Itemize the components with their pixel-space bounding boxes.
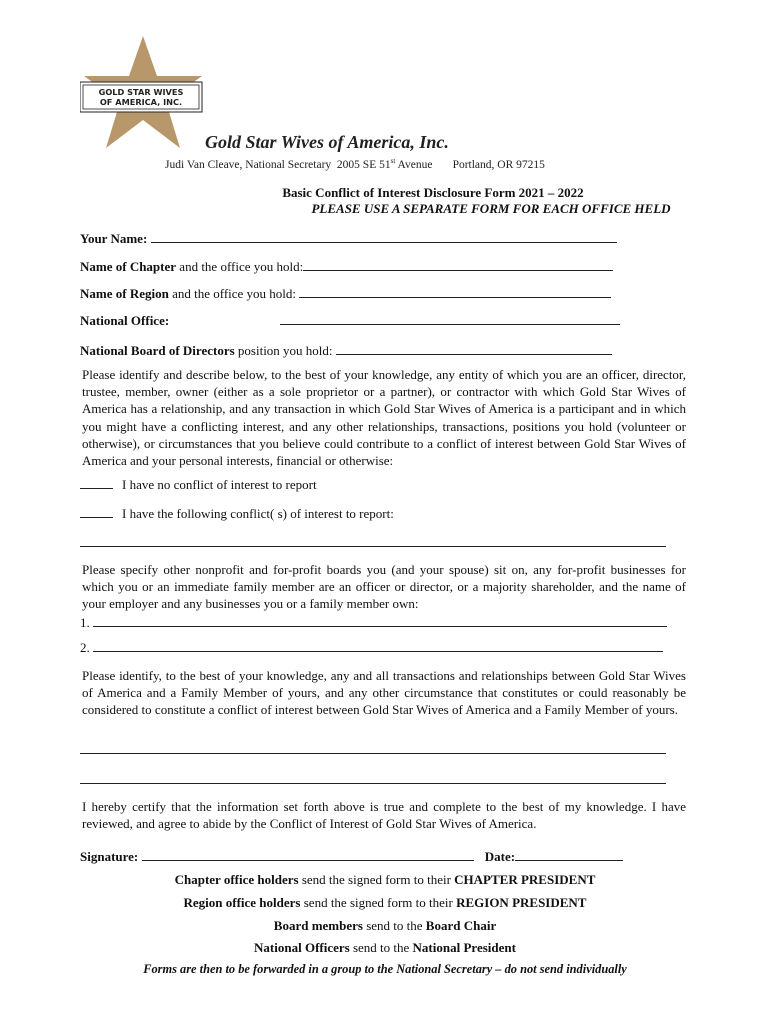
instruction-national-who: National Officers	[254, 940, 350, 955]
item-2-number: 2.	[80, 640, 90, 655]
instruction-national	[0, 940, 770, 956]
instruction-region-text: send the signed form to their	[300, 895, 457, 910]
conflicts-label: I have the following conflict( s) of interest to report:	[122, 506, 394, 521]
family-answer-line-1[interactable]	[80, 753, 666, 754]
secretary-name: Judi Van Cleave, National Secretary	[165, 158, 332, 171]
item-1-field[interactable]	[93, 614, 667, 627]
logo-text-line2: OF AMERICA, INC.	[99, 97, 183, 107]
chapter-row	[80, 258, 613, 275]
chapter-label: Name of Chapter	[80, 259, 177, 274]
gold-star-logo	[80, 36, 206, 154]
date-field[interactable]	[515, 848, 623, 861]
board-label: National Board of Directors	[80, 343, 235, 358]
board-field[interactable]	[336, 342, 612, 355]
conflicts-checkbox[interactable]	[80, 506, 113, 518]
conflicts-answer-line[interactable]	[80, 546, 666, 547]
region-label: Name of Region	[80, 286, 169, 301]
signature-field[interactable]	[142, 848, 474, 861]
forwarding-note: Forms are then to be forwarded in a group to the National Secretary – do not send individually	[143, 962, 627, 976]
instruction-board	[0, 918, 770, 934]
national-office-field[interactable]	[280, 312, 620, 325]
instruction-board-to: Board Chair	[425, 918, 497, 933]
instruction-chapter	[0, 872, 770, 888]
instruction-board-text: send to the	[362, 918, 426, 933]
boards-paragraph: Please specify other nonprofit and for-profit boards you (and your spouse) sit on, any for-profit businesses for which you or an immediate family member are an officer or director, or a majority shareholder, and the name of your employer and any businesses you or a family member own:	[82, 562, 686, 612]
region-suffix: and the office you hold:	[168, 286, 297, 301]
signature-label: Signature:	[80, 849, 139, 864]
board-suffix: position you hold:	[234, 343, 333, 358]
conflicts-option	[80, 506, 394, 522]
your-name-label: Your Name:	[80, 231, 148, 246]
instruction-region-to: REGION PRESIDENT	[456, 895, 587, 910]
instruction-chapter-to: CHAPTER PRESIDENT	[454, 872, 596, 887]
instruction-board-who: Board members	[273, 918, 363, 933]
family-paragraph: Please identify, to the best of your knowledge, any and all transactions and relationships between Gold Star Wives of America and a Family Member of yours, and any other circumstance that constitutes or could reasonably be considered to constitute a conflict of interest between Gold Star Wives of America and a Family Member of yours.	[82, 668, 686, 718]
organization-address	[165, 157, 545, 171]
your-name-field[interactable]	[151, 230, 617, 243]
form-title: Basic Conflict of Interest Disclosure Form 2021 – 2022	[282, 185, 584, 200]
family-answer-line-2[interactable]	[80, 783, 666, 784]
city-state-zip: Portland, OR 97215	[452, 158, 545, 171]
form-subtitle: PLEASE USE A SEPARATE FORM FOR EACH OFFICE HELD	[311, 201, 671, 216]
item-2-field[interactable]	[93, 639, 663, 652]
your-name-row	[80, 230, 617, 247]
instruction-region-who: Region office holders	[183, 895, 301, 910]
no-conflict-option	[80, 477, 317, 493]
organization-name: Gold Star Wives of America, Inc.	[205, 132, 449, 152]
chapter-suffix: and the office you hold:	[176, 259, 304, 274]
national-office-label: National Office:	[80, 313, 170, 328]
region-row	[80, 285, 611, 302]
item-1-row	[80, 614, 667, 631]
instruction-region	[0, 895, 770, 911]
board-row	[80, 342, 612, 359]
street-name: Avenue	[397, 158, 433, 171]
item-1-number: 1.	[80, 615, 90, 630]
street-suffix: st	[390, 157, 396, 165]
instruction-national-text: send to the	[349, 940, 413, 955]
region-field[interactable]	[299, 285, 611, 298]
certification-paragraph: I hereby certify that the information set forth above is true and complete to the best of my knowledge. I have reviewed, and agree to abide by the Conflict of Interest of Gold Star Wives of America.	[82, 799, 686, 832]
star-icon	[80, 36, 206, 154]
instruction-chapter-text: send the signed form to their	[298, 872, 455, 887]
no-conflict-label: I have no conflict of interest to report	[122, 477, 317, 492]
disclosure-paragraph: Please identify and describe below, to the best of your knowledge, any entity of which you are an officer, director, trustee, member, owner (either as a sole proprietor or a partner), or contractor with which Gold Star Wives of America has a relationship, and any transaction in which Gold Star Wives of America is a participant and in which you might have a conflicting interest, and any other relationships, transactions, positions you hold (volunteer or otherwise), or circumstances that you believe could contribute to a conflict of interest between Gold Star Wives of America and your personal interests, financial or otherwise:	[82, 367, 686, 469]
chapter-field[interactable]	[303, 258, 613, 271]
instruction-chapter-who: Chapter office holders	[174, 872, 299, 887]
instruction-national-to: National President	[412, 940, 516, 955]
national-office-row	[80, 312, 620, 329]
street-number: 2005 SE 51	[336, 158, 391, 171]
date-label: Date:	[484, 849, 516, 864]
no-conflict-checkbox[interactable]	[80, 477, 113, 489]
logo-text-line1: GOLD STAR WIVES	[98, 87, 184, 97]
signature-row	[80, 848, 623, 865]
item-2-row	[80, 639, 663, 656]
